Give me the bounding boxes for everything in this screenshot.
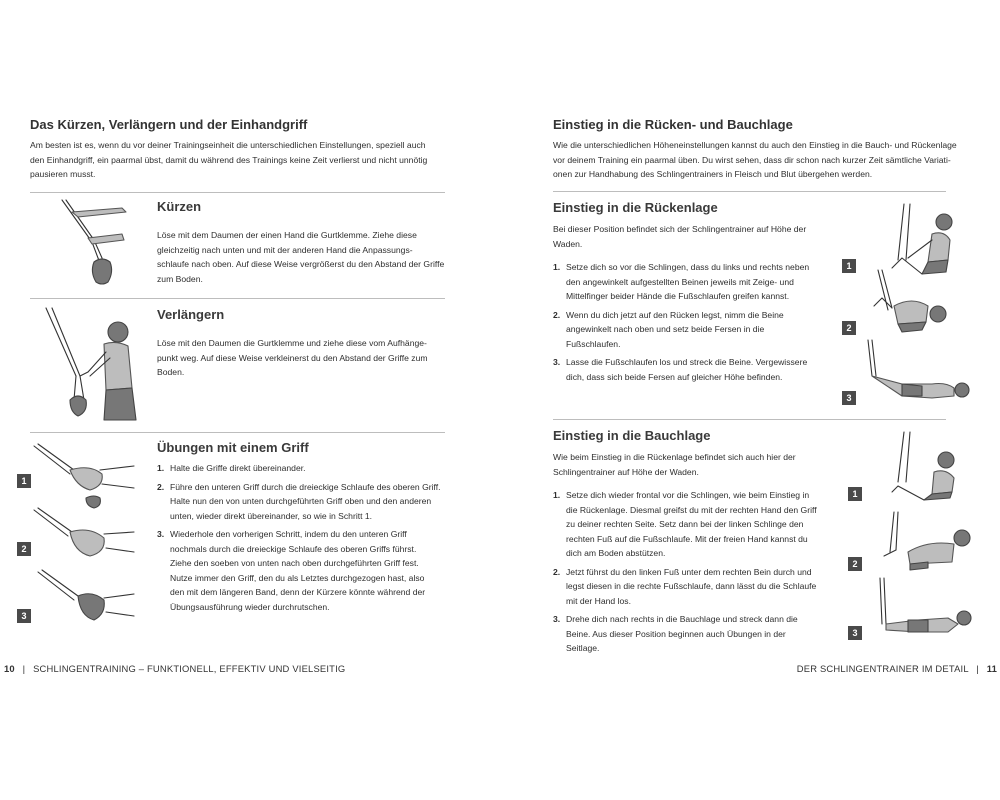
step-number: 3. <box>157 529 165 539</box>
stomach-position-title: Einstieg in die Bauchlage <box>553 428 711 443</box>
step-item <box>157 527 457 614</box>
shortening-illustration <box>52 198 132 290</box>
step-line: Setze dich so vor die Schlingen, dass du links und rechts neben <box>566 262 810 272</box>
left-intro-section <box>30 117 450 182</box>
right-intro-title: Einstieg in die Rücken- und Bauchlage <box>553 117 793 132</box>
stomach-position-steps <box>553 488 838 656</box>
step-badge: 2 <box>842 321 856 335</box>
shortening-section <box>157 199 452 286</box>
stomach-position-section <box>553 428 838 660</box>
step-line: unten, wieder direkt übereinander, so wie in Schritt 1. <box>170 510 373 521</box>
lengthening-title: Verlängern <box>157 307 225 322</box>
right-intro-line: Wie die unterschiedlichen Höheneinstellungen kannst du auch den Einstieg in die Bauch- und Rückenlage <box>553 140 957 150</box>
step-badge: 3 <box>17 609 31 623</box>
step-item <box>553 260 838 304</box>
step-line: nochmals durch die dreieckige Schlaufe des oberen Griffs führst. <box>170 543 417 554</box>
step-line: mit der Hand los. <box>566 595 631 606</box>
step-number: 2. <box>157 481 165 492</box>
step-line: Führe den unteren Griff durch die dreieckige Schlaufe des oberen Griff. <box>170 481 441 492</box>
back-position-lead: Waden. <box>553 238 583 249</box>
step-item <box>157 461 457 476</box>
step-badge: 1 <box>17 474 31 488</box>
step-item <box>553 355 838 384</box>
step-item <box>553 308 838 352</box>
stomach-position-lead: Schlingentrainer auf Höhe der Waden. <box>553 466 699 477</box>
single-grip-title: Übungen mit einem Griff <box>157 440 309 455</box>
divider <box>30 192 445 193</box>
left-page-number: 10 <box>4 663 15 674</box>
step-badge: 2 <box>848 557 862 571</box>
left-footer-title: SCHLINGENTRAINING – FUNKTIONELL, EFFEKTIV UND VIELSEITIG <box>33 663 346 674</box>
right-footer-title: DER SCHLINGENTRAINER IM DETAIL <box>796 663 969 674</box>
step-line: Nutze immer den Griff, den du als Letztes durchgezogen hast, also <box>170 572 425 583</box>
lengthening-section <box>157 307 452 380</box>
footer-separator: | <box>976 663 979 674</box>
left-intro-line: pausieren musst. <box>30 169 96 179</box>
right-footer <box>797 663 997 674</box>
lengthening-line: punkt weg. Auf diese Weise verkleinerst du den Abstand der Griffe zum <box>157 352 428 363</box>
step-line: Jetzt führst du den linken Fuß unter dem rechten Bein durch und <box>566 566 812 577</box>
shortening-title: Kürzen <box>157 199 202 214</box>
step-line: Ziehe den soeben von unten nach oben durchgeführten Griff fest. <box>170 558 419 568</box>
step-number: 1. <box>553 262 561 272</box>
divider <box>553 419 946 420</box>
single-grip-illustrations <box>30 440 140 630</box>
step-line: die Rückenlage. Diesmal greifst du mit der rechten Hand den Griff <box>566 504 817 515</box>
step-line: angewinkelt nach oben und setz beide Fersen in die <box>566 324 765 334</box>
stomach-position-lead: Wie beim Einstieg in die Rückenlage befindet sich auch hier der <box>553 452 796 462</box>
step-line: Wiederhole den vorherigen Schritt, indem du den unteren Griff <box>170 529 407 539</box>
step-line: Halte nun den von unten durchgeführten Griff oben und den anderen <box>170 496 432 506</box>
divider <box>30 432 445 433</box>
step-number: 2. <box>553 566 561 577</box>
left-intro-title: Das Kürzen, Verlängern und der Einhandgriff <box>30 117 308 132</box>
step-badge: 3 <box>842 391 856 405</box>
step-line: rechten Fuß auf die Fußschlaufe. Mit der freien Hand kannst du <box>566 533 808 544</box>
step-item <box>553 488 838 561</box>
shortening-line: gleichzeitig nach unten und mit der anderen Hand die Anpassungs- <box>157 244 413 255</box>
left-footer <box>4 663 345 674</box>
left-intro-line: den Einhandgriff, ein paarmal übst, damit du während des Trainings keine Zeit verlierst und nicht unnötig <box>30 154 428 165</box>
divider <box>553 191 946 192</box>
back-position-section <box>553 200 838 388</box>
divider <box>30 298 445 299</box>
step-line: Seitlage. <box>566 643 600 653</box>
back-position-lead: Bei dieser Position befindet sich der Schlingentrainer auf Höhe der <box>553 224 807 234</box>
step-badge: 1 <box>842 259 856 273</box>
step-badge: 3 <box>848 626 862 640</box>
step-line: Fußschlaufen. <box>566 338 621 349</box>
step-line: Halte die Griffe direkt übereinander. <box>170 463 306 473</box>
right-intro-line: onen zur Handhabung des Schlingentrainers in Fleisch und Blut übergehen werden. <box>553 169 873 179</box>
step-badge: 1 <box>848 487 862 501</box>
step-line: den angewinkelt aufgestellten Beinen jeweils mit Zeige- und <box>566 276 794 287</box>
right-intro-section <box>553 117 983 182</box>
step-line: dich, dass sich beide Fersen auf gleicher Höhe befinden. <box>566 371 783 382</box>
lengthening-line: Löse mit den Daumen die Gurtklemme und ziehe diese vom Aufhänge- <box>157 338 427 348</box>
back-position-steps <box>553 260 838 384</box>
lengthening-line: Boden. <box>157 367 185 377</box>
step-line: Wenn du dich jetzt auf den Rücken legst, nimm die Beine <box>566 309 784 320</box>
step-number: 2. <box>553 309 561 320</box>
step-line: Mittelfinger beider Hände die Fußschlaufen greifen kannst. <box>566 291 790 301</box>
step-line: den mit dem längeren Band, denn der Kürzere könnte während der <box>170 587 426 597</box>
single-grip-steps <box>157 461 457 614</box>
lengthening-illustration <box>40 304 140 422</box>
step-line: Beine. Aus dieser Position beginnen auch Übungen in der <box>566 628 786 639</box>
single-grip-section <box>157 440 457 618</box>
step-line: Setze dich wieder frontal vor die Schlingen, wie beim Einstieg in <box>566 490 810 500</box>
step-line: Lasse die Fußschlaufen los und streck die Beine. Vergewissere <box>566 357 808 367</box>
shortening-line: zum Boden. <box>157 273 203 284</box>
stomach-position-illustrations <box>868 428 978 643</box>
footer-separator: | <box>22 663 26 674</box>
step-number: 3. <box>553 614 561 624</box>
step-item <box>553 565 838 609</box>
step-line: Übungsausführung wieder durchrutschen. <box>170 601 330 612</box>
back-position-title: Einstieg in die Rückenlage <box>553 200 718 215</box>
shortening-line: Löse mit dem Daumen der einen Hand die Gurtklemme. Ziehe diese <box>157 230 417 240</box>
step-number: 3. <box>553 357 561 367</box>
step-line: dich am Boden abstützen. <box>566 548 666 558</box>
step-number: 1. <box>157 463 165 473</box>
step-number: 1. <box>553 490 561 500</box>
shortening-line: schlaufe nach oben. Auf diese Weise vergrößerst du den Abstand der Griffe <box>157 259 445 269</box>
step-badge: 2 <box>17 542 31 556</box>
step-item <box>157 480 457 524</box>
left-intro-line: Am besten ist es, wenn du vor deiner Trainingseinheit die unterschiedlichen Einstellungen, speziell auch <box>30 140 426 150</box>
step-line: Drehe dich nach rechts in die Bauchlage und streck dann die <box>566 614 798 624</box>
back-position-illustrations <box>862 200 972 410</box>
right-page-number: 11 <box>986 663 997 674</box>
step-item <box>553 612 838 656</box>
right-intro-line: vor deinem Training ein paarmal üben. Du wirst sehen, dass dir schon nach kurzer Zeit sämtliche Variati- <box>553 154 951 165</box>
step-line: legst diesen in die rechte Fußschlaufe, dann lässt du die Schlaufe <box>566 581 817 591</box>
step-line: zu deiner rechten Seite. Setz dann bei der linken Schlinge den <box>566 519 804 529</box>
